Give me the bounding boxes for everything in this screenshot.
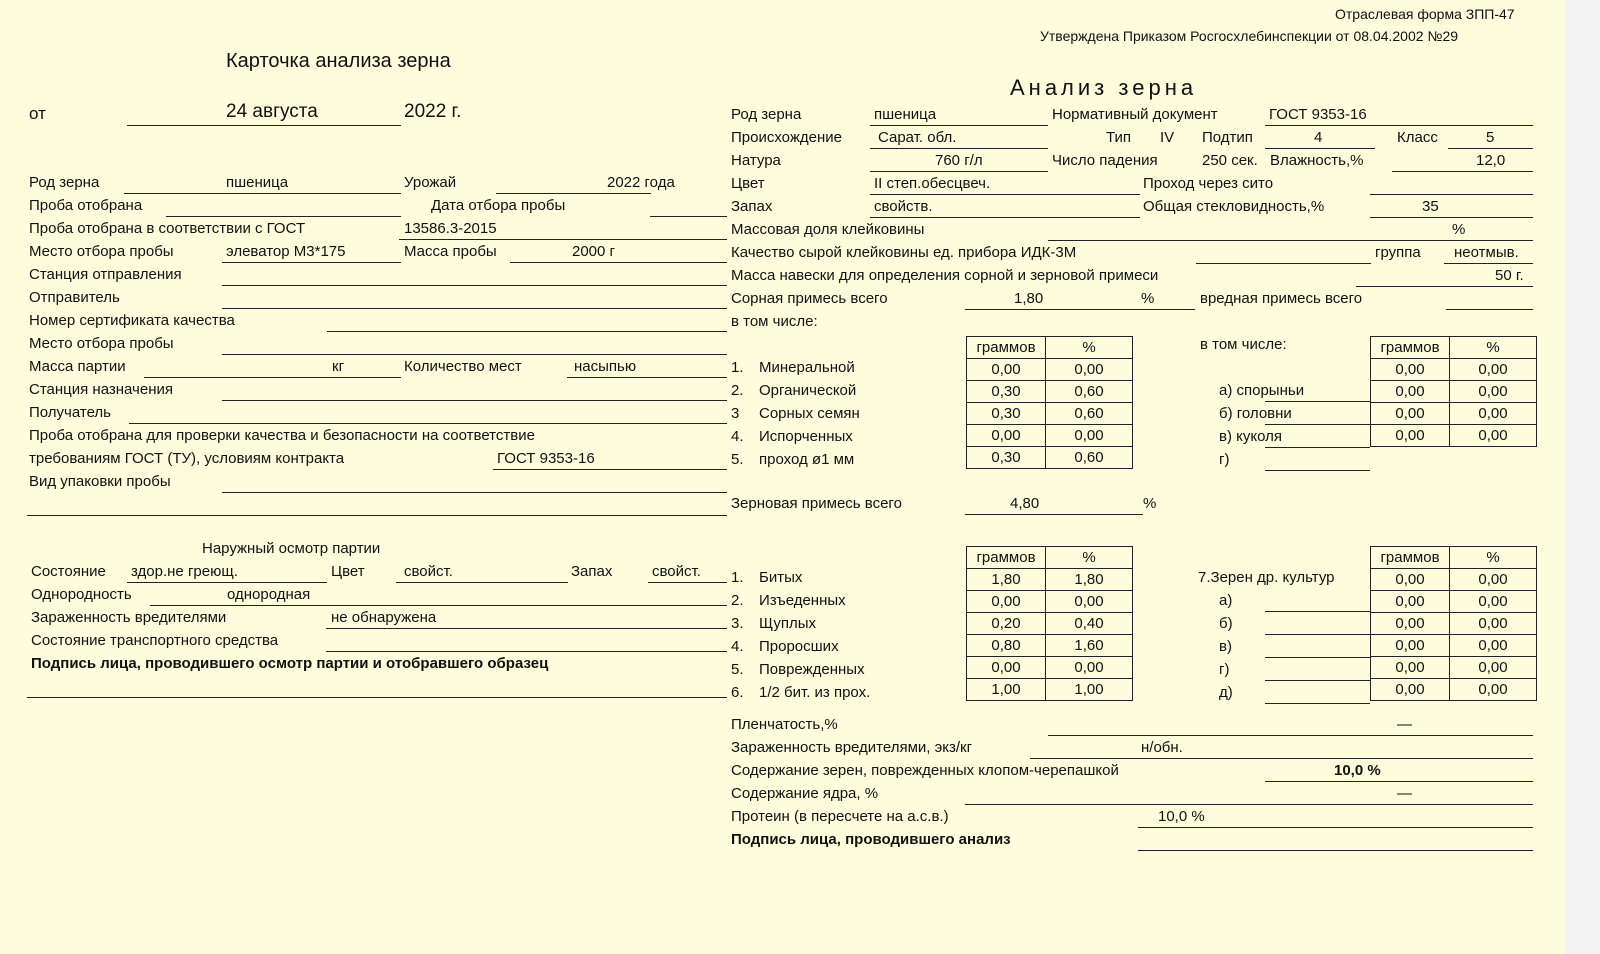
line <box>27 515 727 516</box>
norm-doc-label: Нормативный документ <box>1052 106 1218 123</box>
table-row <box>967 591 1133 613</box>
line <box>1265 125 1533 126</box>
line <box>965 514 1143 515</box>
line <box>1265 401 1370 402</box>
table-row <box>967 447 1133 469</box>
sender-label: Отправитель <box>29 289 120 306</box>
grams-cell: 0,30 <box>967 447 1046 469</box>
grams-cell: 0,30 <box>967 381 1046 403</box>
line <box>1265 781 1533 782</box>
gost-value: 13586.3-2015 <box>404 220 497 237</box>
row-label: б) <box>1219 615 1233 632</box>
percent-cell: 0,60 <box>1046 381 1133 403</box>
analyst-signature-label: Подпись лица, проводившего анализ <box>731 831 1011 848</box>
moisture-label: Влажность,% <box>1270 152 1364 169</box>
line <box>650 216 727 217</box>
line <box>27 697 727 698</box>
row-number: 4. <box>731 638 744 655</box>
row-label: г) <box>1219 661 1230 678</box>
percent-cell: 1,60 <box>1046 635 1133 657</box>
nature-value: 760 г/л <box>935 152 983 169</box>
line <box>166 216 401 217</box>
date-line <box>127 125 401 126</box>
kernel-label: Содержание ядра, % <box>731 785 879 802</box>
harvest-value: 2022 года <box>607 174 675 191</box>
row-number: 5. <box>731 451 744 468</box>
row-name: Изъеденных <box>759 592 846 609</box>
row-name: Проросших <box>759 638 839 655</box>
table-row <box>967 381 1133 403</box>
col-grams-header: граммов <box>1371 337 1450 359</box>
percent-cell: 1,80 <box>1046 569 1133 591</box>
lot-mass-unit: кг <box>332 358 345 375</box>
grams-cell: 0,00 <box>1371 657 1450 679</box>
col-pct-header: % <box>1046 337 1133 359</box>
line <box>1138 827 1533 828</box>
type-label: Тип <box>1106 129 1132 146</box>
place-label: Место отбора пробы <box>29 243 174 260</box>
place-value: элеватор М3*175 <box>226 243 346 260</box>
inspector-signature-label: Подпись лица, проводившего осмотр партии и отобравшего образец <box>31 655 549 672</box>
table-row <box>967 613 1133 635</box>
table-row <box>967 657 1133 679</box>
uniform-label: Однородность <box>31 586 132 603</box>
check-value: ГОСТ 9353-16 <box>497 450 595 467</box>
gost-label: Проба отобрана в соответствии с ГОСТ <box>29 220 306 237</box>
date-label: от <box>29 104 46 123</box>
line <box>1138 850 1533 851</box>
line <box>870 148 1048 149</box>
row-number: 1. <box>731 569 744 586</box>
table-row <box>1371 635 1537 657</box>
line <box>222 308 727 309</box>
line <box>1196 263 1371 264</box>
origin-label: Происхождение <box>731 129 842 146</box>
pests-label: Зараженность вредителями <box>31 609 227 626</box>
line <box>648 582 727 583</box>
falling-value: 250 сек. <box>1202 152 1258 169</box>
row-number: 5. <box>731 661 744 678</box>
receiver-label: Получатель <box>29 404 111 421</box>
line <box>1446 309 1533 310</box>
grams-cell: 0,00 <box>1371 425 1450 447</box>
pests-value: не обнаружена <box>331 609 437 626</box>
row-number: 3 <box>731 405 740 422</box>
row-label: а) <box>1219 592 1233 609</box>
line <box>1265 611 1370 612</box>
line <box>129 423 727 424</box>
grams-cell: 0,00 <box>1371 403 1450 425</box>
type-value: IV <box>1160 129 1175 146</box>
line <box>870 217 1140 218</box>
percent-cell: 0,00 <box>1450 657 1537 679</box>
row-number: 2. <box>731 382 744 399</box>
date-year: 2022 г. <box>404 101 462 122</box>
table-row <box>967 635 1133 657</box>
line <box>870 194 1140 195</box>
grain-impurity-table <box>966 546 1133 701</box>
protein-value: 10,0 % <box>1158 808 1205 825</box>
grams-cell: 0,00 <box>967 657 1046 679</box>
grams-cell: 0,00 <box>967 425 1046 447</box>
percent-cell: 0,00 <box>1450 613 1537 635</box>
kernel-value: — <box>1397 785 1412 802</box>
weed-total-value: 1,80 <box>1014 290 1044 307</box>
line <box>127 582 327 583</box>
percent-cell: 0,00 <box>1450 569 1537 591</box>
sample-taken-label: Проба отобрана <box>29 197 143 214</box>
uniform-value: однородная <box>227 586 311 603</box>
filminess-label: Пленчатость,% <box>731 716 838 733</box>
table-row <box>967 679 1133 701</box>
state-value: здор.не греющ. <box>131 563 238 580</box>
row-name: Щуплых <box>759 615 817 632</box>
falling-label: Число падения <box>1052 152 1158 169</box>
group-label: группа <box>1375 244 1421 261</box>
table-row <box>1371 569 1537 591</box>
infest-label: Зараженность вредителями, экз/кг <box>731 739 973 756</box>
harvest-label: Урожай <box>404 174 457 191</box>
line <box>1265 447 1370 448</box>
percent-cell: 0,00 <box>1046 359 1133 381</box>
row-number: 4. <box>731 428 744 445</box>
row-label: 7.Зерен др. культур <box>1198 569 1335 586</box>
row-label: б) головни <box>1219 405 1292 422</box>
row-name: Испорченных <box>759 428 853 445</box>
station-dest-label: Станция назначения <box>29 381 173 398</box>
grams-cell: 0,00 <box>1371 381 1450 403</box>
row-number: 6. <box>731 684 744 701</box>
grams-cell: 1,80 <box>967 569 1046 591</box>
grams-cell: 0,00 <box>1371 591 1450 613</box>
percent-cell: 1,00 <box>1046 679 1133 701</box>
nature-label: Натура <box>731 152 781 169</box>
row-label: д) <box>1219 684 1233 701</box>
line <box>496 193 651 194</box>
table-row <box>1371 425 1537 447</box>
weed-total-unit: % <box>1141 290 1155 307</box>
line <box>399 239 727 240</box>
line <box>1265 148 1375 149</box>
state-label: Состояние <box>31 563 106 580</box>
line <box>1030 758 1533 759</box>
weed-total-label: Сорная примесь всего <box>731 290 888 307</box>
line <box>870 171 1048 172</box>
row-name: Битых <box>759 569 803 586</box>
smell-value: свойст. <box>652 563 701 580</box>
right-margin <box>1565 0 1600 954</box>
station-send-label: Станция отправления <box>29 266 182 283</box>
line <box>1370 194 1533 195</box>
line <box>222 400 727 401</box>
line <box>326 628 727 629</box>
form-name: Отраслевая форма ЗПП-47 <box>1335 6 1515 22</box>
grams-cell: 0,00 <box>967 591 1046 613</box>
table-row <box>967 359 1133 381</box>
group-value: неотмыв. <box>1454 244 1519 261</box>
gluten-label: Массовая доля клейковины <box>731 221 925 238</box>
smell-label: Запах <box>571 563 613 580</box>
check-label-2: требованиям ГОСТ (ТУ), условиям контракта <box>29 450 345 467</box>
percent-cell: 0,60 <box>1046 403 1133 425</box>
line <box>1265 424 1370 425</box>
color-label: Цвет <box>331 563 365 580</box>
row-name: Поврежденных <box>759 661 865 678</box>
line <box>567 377 727 378</box>
line <box>144 377 401 378</box>
percent-cell: 0,00 <box>1450 403 1537 425</box>
table-row <box>1371 591 1537 613</box>
row-name: проход ø1 мм <box>759 451 855 468</box>
table-row <box>967 569 1133 591</box>
grain-total-unit: % <box>1143 495 1157 512</box>
weigh-label: Масса навески для определения сорной и зерновой примеси <box>731 267 1159 284</box>
grams-cell: 0,20 <box>967 613 1046 635</box>
percent-cell: 0,00 <box>1450 359 1537 381</box>
norm-doc-value: ГОСТ 9353-16 <box>1269 106 1367 123</box>
including2-label: в том числе: <box>1200 336 1287 353</box>
sample-mass-value: 2000 г <box>572 243 616 260</box>
row-name: 1/2 бит. из прох. <box>759 684 871 701</box>
transport-label: Состояние транспортного средства <box>31 632 279 649</box>
analysis-title: Анализ зерна <box>1010 75 1198 100</box>
date-day: 24 августа <box>226 101 318 122</box>
line <box>222 492 727 493</box>
line <box>1265 680 1370 681</box>
grams-cell: 0,00 <box>1371 569 1450 591</box>
percent-cell: 0,00 <box>1450 591 1537 613</box>
class-value: 5 <box>1486 129 1495 146</box>
percent-cell: 0,60 <box>1046 447 1133 469</box>
row-label: в) <box>1219 638 1232 655</box>
moisture-value: 12,0 <box>1476 152 1506 169</box>
table-row <box>1371 657 1537 679</box>
row-name: Минеральной <box>759 359 855 376</box>
line <box>965 804 1533 805</box>
col-pct-header: % <box>1450 337 1537 359</box>
grams-cell: 0,80 <box>967 635 1046 657</box>
grain-value: пшеница <box>226 174 289 191</box>
place2-label: Место отбора пробы <box>29 335 174 352</box>
percent-cell: 0,40 <box>1046 613 1133 635</box>
grams-cell: 0,00 <box>1371 359 1450 381</box>
percent-cell: 0,00 <box>1450 381 1537 403</box>
line <box>1265 470 1370 471</box>
inspection-title: Наружный осмотр партии <box>202 540 381 557</box>
line <box>124 193 401 194</box>
sieve-label: Проход через сито <box>1143 175 1274 192</box>
places-count-label: Количество мест <box>404 358 522 375</box>
places-count-value: насыпью <box>574 358 637 375</box>
line <box>150 605 727 606</box>
line <box>493 469 727 470</box>
table-row <box>1371 403 1537 425</box>
infest-value: н/обн. <box>1141 739 1183 756</box>
grain-total-value: 4,80 <box>1010 495 1040 512</box>
cert-label: Номер сертификата качества <box>29 312 235 329</box>
grams-cell: 0,00 <box>1371 613 1450 635</box>
gluten-quality-label: Качество сырой клейковины ед. прибора ИДК-3М <box>731 244 1077 261</box>
table-row <box>967 425 1133 447</box>
percent-cell: 0,00 <box>1046 591 1133 613</box>
table-row <box>1371 381 1537 403</box>
color-value: свойст. <box>404 563 453 580</box>
sample-date-label: Дата отбора пробы <box>431 197 566 214</box>
weed-impurity-table <box>966 336 1133 469</box>
line <box>1265 657 1370 658</box>
percent-cell: 0,00 <box>1450 635 1537 657</box>
vitreous-label: Общая стекловидность,% <box>1143 198 1325 215</box>
row-name: Органической <box>759 382 857 399</box>
grams-cell: 0,00 <box>1371 679 1450 701</box>
sample-mass-label: Масса пробы <box>404 243 497 260</box>
line <box>1265 634 1370 635</box>
package-label: Вид упаковки пробы <box>29 473 171 490</box>
col-pct-header: % <box>1450 547 1537 569</box>
r-grain-value: пшеница <box>874 106 937 123</box>
line <box>396 582 568 583</box>
harmful-impurity-table <box>1370 336 1537 447</box>
line <box>1048 240 1533 241</box>
r-color-label: Цвет <box>731 175 765 192</box>
r-smell-value: свойств. <box>874 198 933 215</box>
col-grams-header: граммов <box>967 337 1046 359</box>
including-label: в том числе: <box>731 313 818 330</box>
row-label: а) спорыньи <box>1219 382 1305 399</box>
protein-label: Протеин (в пересчете на а.с.в.) <box>731 808 949 825</box>
harmful-label: вредная примесь всего <box>1200 290 1363 307</box>
line <box>1265 703 1370 704</box>
class-label: Класс <box>1397 129 1438 146</box>
approval-note: Утверждена Приказом Росгосхлебинспекции от 08.04.2002 №29 <box>1040 28 1459 44</box>
bug-label: Содержание зерен, поврежденных клопом-черепашкой <box>731 762 1119 779</box>
r-smell-label: Запах <box>731 198 773 215</box>
table-row <box>967 403 1133 425</box>
col-grams-header: граммов <box>1371 547 1450 569</box>
grams-cell: 1,00 <box>967 679 1046 701</box>
row-number: 2. <box>731 592 744 609</box>
r-color-value: II степ.обесцвеч. <box>874 175 991 192</box>
row-label: в) куколя <box>1219 428 1282 445</box>
col-pct-header: % <box>1046 547 1133 569</box>
bug-value: 10,0 % <box>1334 762 1381 779</box>
grain-total-label: Зерновая примесь всего <box>731 495 902 512</box>
origin-value: Сарат. обл. <box>878 129 957 146</box>
subtype-label: Подтип <box>1202 129 1253 146</box>
line <box>1444 263 1533 264</box>
table-row <box>1371 359 1537 381</box>
grams-cell: 0,30 <box>967 403 1046 425</box>
percent-cell: 0,00 <box>1450 679 1537 701</box>
card-title: Карточка анализа зерна <box>226 50 451 72</box>
line <box>222 285 727 286</box>
line <box>326 651 727 652</box>
line <box>1048 735 1533 736</box>
percent-cell: 0,00 <box>1046 657 1133 679</box>
table-row <box>1371 679 1537 701</box>
gluten-unit: % <box>1452 221 1466 238</box>
row-name: Сорных семян <box>759 405 860 422</box>
line <box>222 262 401 263</box>
row-number: 1. <box>731 359 744 376</box>
grain-label: Род зерна <box>29 174 100 191</box>
vitreous-value: 35 <box>1422 198 1439 215</box>
grams-cell: 0,00 <box>1371 635 1450 657</box>
line <box>1370 217 1533 218</box>
subtype-value: 4 <box>1314 129 1323 146</box>
lot-mass-label: Масса партии <box>29 358 126 375</box>
col-grams-header: граммов <box>967 547 1046 569</box>
line <box>870 125 1048 126</box>
filminess-value: — <box>1397 716 1412 733</box>
line <box>510 262 727 263</box>
r-grain-label: Род зерна <box>731 106 802 123</box>
grams-cell: 0,00 <box>967 359 1046 381</box>
check-label-1: Проба отобрана для проверки качества и безопасности на соответствие <box>29 427 535 444</box>
line <box>222 354 727 355</box>
line <box>1392 171 1533 172</box>
weigh-value: 50 г. <box>1495 267 1524 284</box>
table-row <box>1371 613 1537 635</box>
line <box>1356 286 1533 287</box>
other-crops-table <box>1370 546 1537 701</box>
row-label: г) <box>1219 451 1230 468</box>
line <box>965 309 1195 310</box>
percent-cell: 0,00 <box>1046 425 1133 447</box>
percent-cell: 0,00 <box>1450 425 1537 447</box>
row-number: 3. <box>731 615 744 632</box>
line <box>1448 148 1533 149</box>
line <box>327 331 727 332</box>
